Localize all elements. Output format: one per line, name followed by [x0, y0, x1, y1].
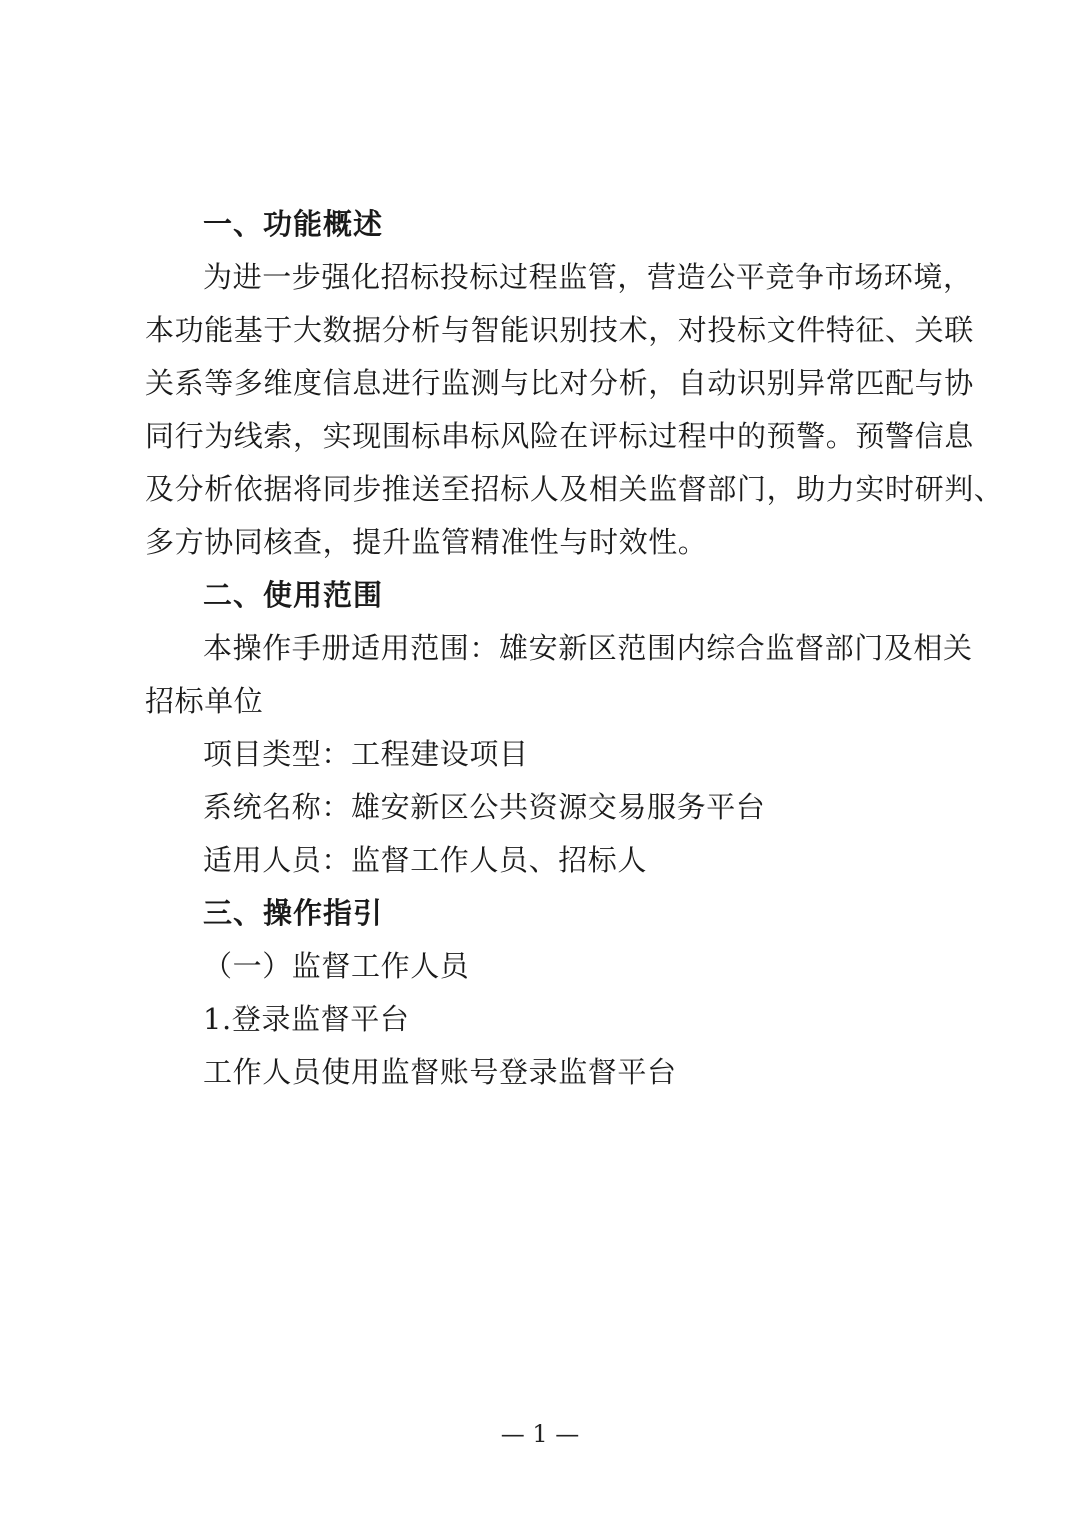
section-heading-overview: 一、功能概述: [203, 207, 384, 241]
section-heading-scope: 二、使用范围: [203, 578, 384, 612]
page-number: — 1 —: [500, 1420, 580, 1448]
paragraph-line: 本操作手册适用范围：雄安新区范围内综合监督部门及相关: [203, 631, 973, 665]
subsection-heading: （一）监督工作人员: [203, 949, 470, 983]
paragraph-line: 及分析依据将同步推送至招标人及相关监督部门，助力实时研判、: [145, 472, 1004, 506]
step-heading: 1.登录监督平台: [203, 1002, 410, 1036]
paragraph-line: 为进一步强化招标投标过程监管，营造公平竞争市场环境，: [203, 260, 973, 294]
paragraph-line: 关系等多维度信息进行监测与比对分析，自动识别异常匹配与协: [145, 366, 974, 400]
system-name-line: 系统名称：雄安新区公共资源交易服务平台: [203, 790, 766, 824]
paragraph-line: 同行为线索，实现围标串标风险在评标过程中的预警。预警信息: [145, 419, 974, 453]
step-description: 工作人员使用监督账号登录监督平台: [203, 1055, 677, 1089]
paragraph-line: 多方协同核查，提升监管精准性与时效性。: [145, 525, 708, 559]
paragraph-line: 招标单位: [145, 684, 264, 718]
paragraph-line: 本功能基于大数据分析与智能识别技术，对投标文件特征、关联: [145, 313, 974, 347]
applicable-users-line: 适用人员：监督工作人员、招标人: [203, 843, 648, 877]
project-type-line: 项目类型：工程建设项目: [203, 737, 529, 771]
section-heading-guide: 三、操作指引: [203, 896, 384, 930]
